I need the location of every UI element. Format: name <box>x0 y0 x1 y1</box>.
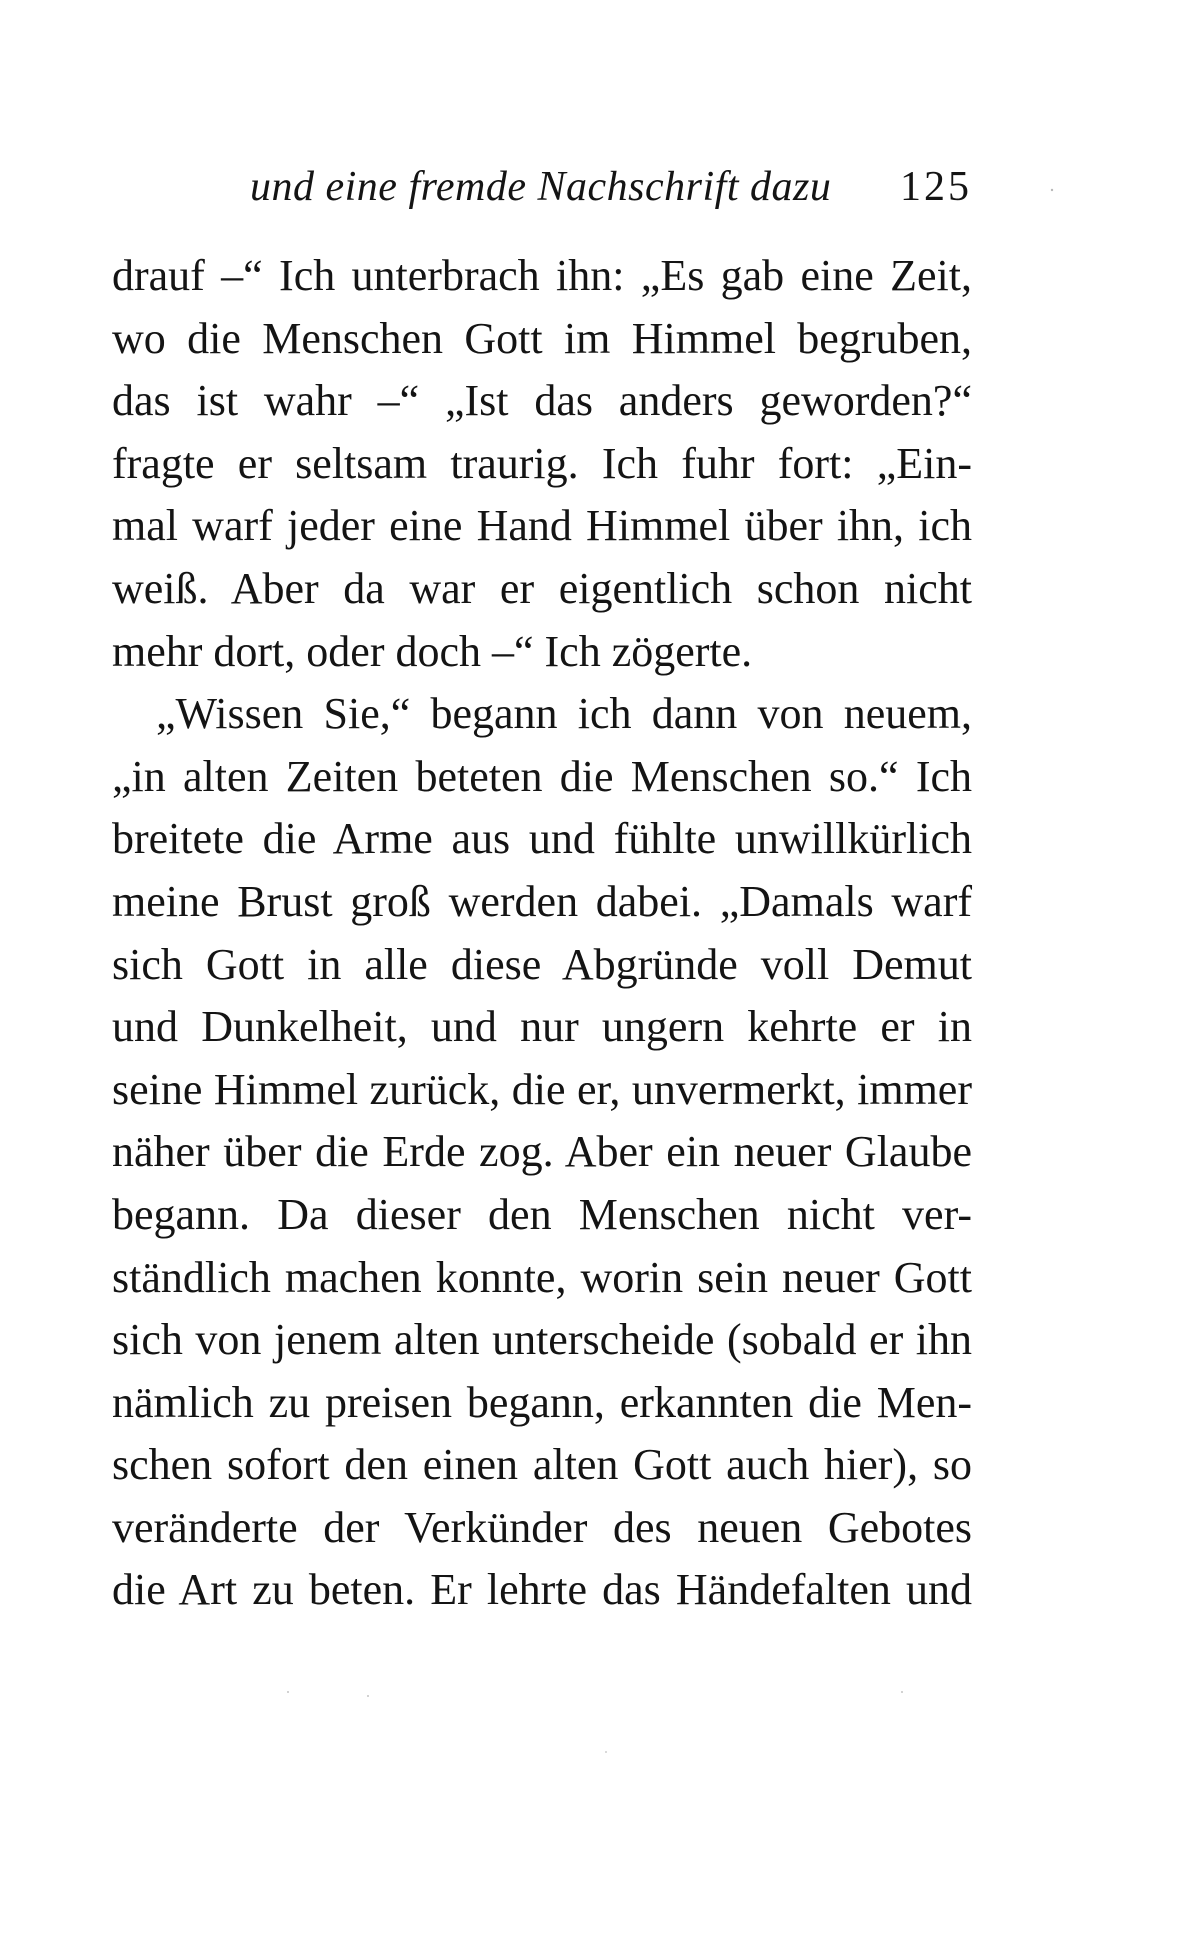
text-line: fragte er seltsam traurig. Ich fuhr fort: „Ein- <box>112 438 972 488</box>
scan-speck <box>901 1691 903 1693</box>
running-title: und eine fremde Nachschrift dazu <box>250 164 832 210</box>
text-line: näher über die Erde zog. Aber ein neuer Glaube <box>112 1127 972 1177</box>
text-line: seine Himmel zurück, die er, unvermerkt, immer <box>112 1064 972 1114</box>
text-line: ständlich machen konnte, worin sein neuer Gott <box>112 1252 972 1302</box>
scan-speck <box>287 1691 289 1693</box>
text-line: begann. Da dieser den Menschen nicht ver- <box>112 1189 972 1239</box>
text-line: mehr dort, oder doch –“ Ich zögerte. <box>112 626 753 676</box>
text-line: „Wissen Sie,“ begann ich dann von neuem, <box>156 689 972 739</box>
text-line: die Art zu beten. Er lehrte das Händefalten und <box>112 1565 972 1615</box>
text-line: nämlich zu preisen begann, erkannten die Men- <box>112 1377 972 1427</box>
scan-speck <box>1051 189 1053 191</box>
scan-speck <box>367 1695 369 1697</box>
text-line: meine Brust groß werden dabei. „Damals warf <box>112 876 972 926</box>
body-text <box>112 245 972 1622</box>
text-line: veränderte der Verkünder des neuen Gebotes <box>112 1502 972 1552</box>
text-line: und Dunkelheit, und nur ungern kehrte er in <box>112 1002 972 1052</box>
running-head <box>112 160 972 214</box>
scan-speck <box>605 1751 607 1753</box>
text-line: wo die Menschen Gott im Himmel begruben, <box>112 313 972 363</box>
text-line: schen sofort den einen alten Gott auch hier), so <box>112 1440 972 1490</box>
page-number: 125 <box>900 164 972 210</box>
text-line: weiß. Aber da war er eigentlich schon nicht <box>112 563 972 613</box>
text-line: sich Gott in alle diese Abgründe voll Demut <box>112 939 972 989</box>
text-line: breitete die Arme aus und fühlte unwillkürlich <box>112 814 972 864</box>
text-line: drauf –“ Ich unterbrach ihn: „Es gab eine Zeit, <box>112 251 972 300</box>
text-line: „in alten Zeiten beteten die Menschen so.“ Ich <box>112 751 972 801</box>
text-line: das ist wahr –“ „Ist das anders geworden?“ <box>112 376 972 426</box>
text-line: mal warf jeder eine Hand Himmel über ihn, ich <box>112 501 972 551</box>
text-line: sich von jenem alten unterscheide (sobald er ihn <box>112 1315 972 1365</box>
